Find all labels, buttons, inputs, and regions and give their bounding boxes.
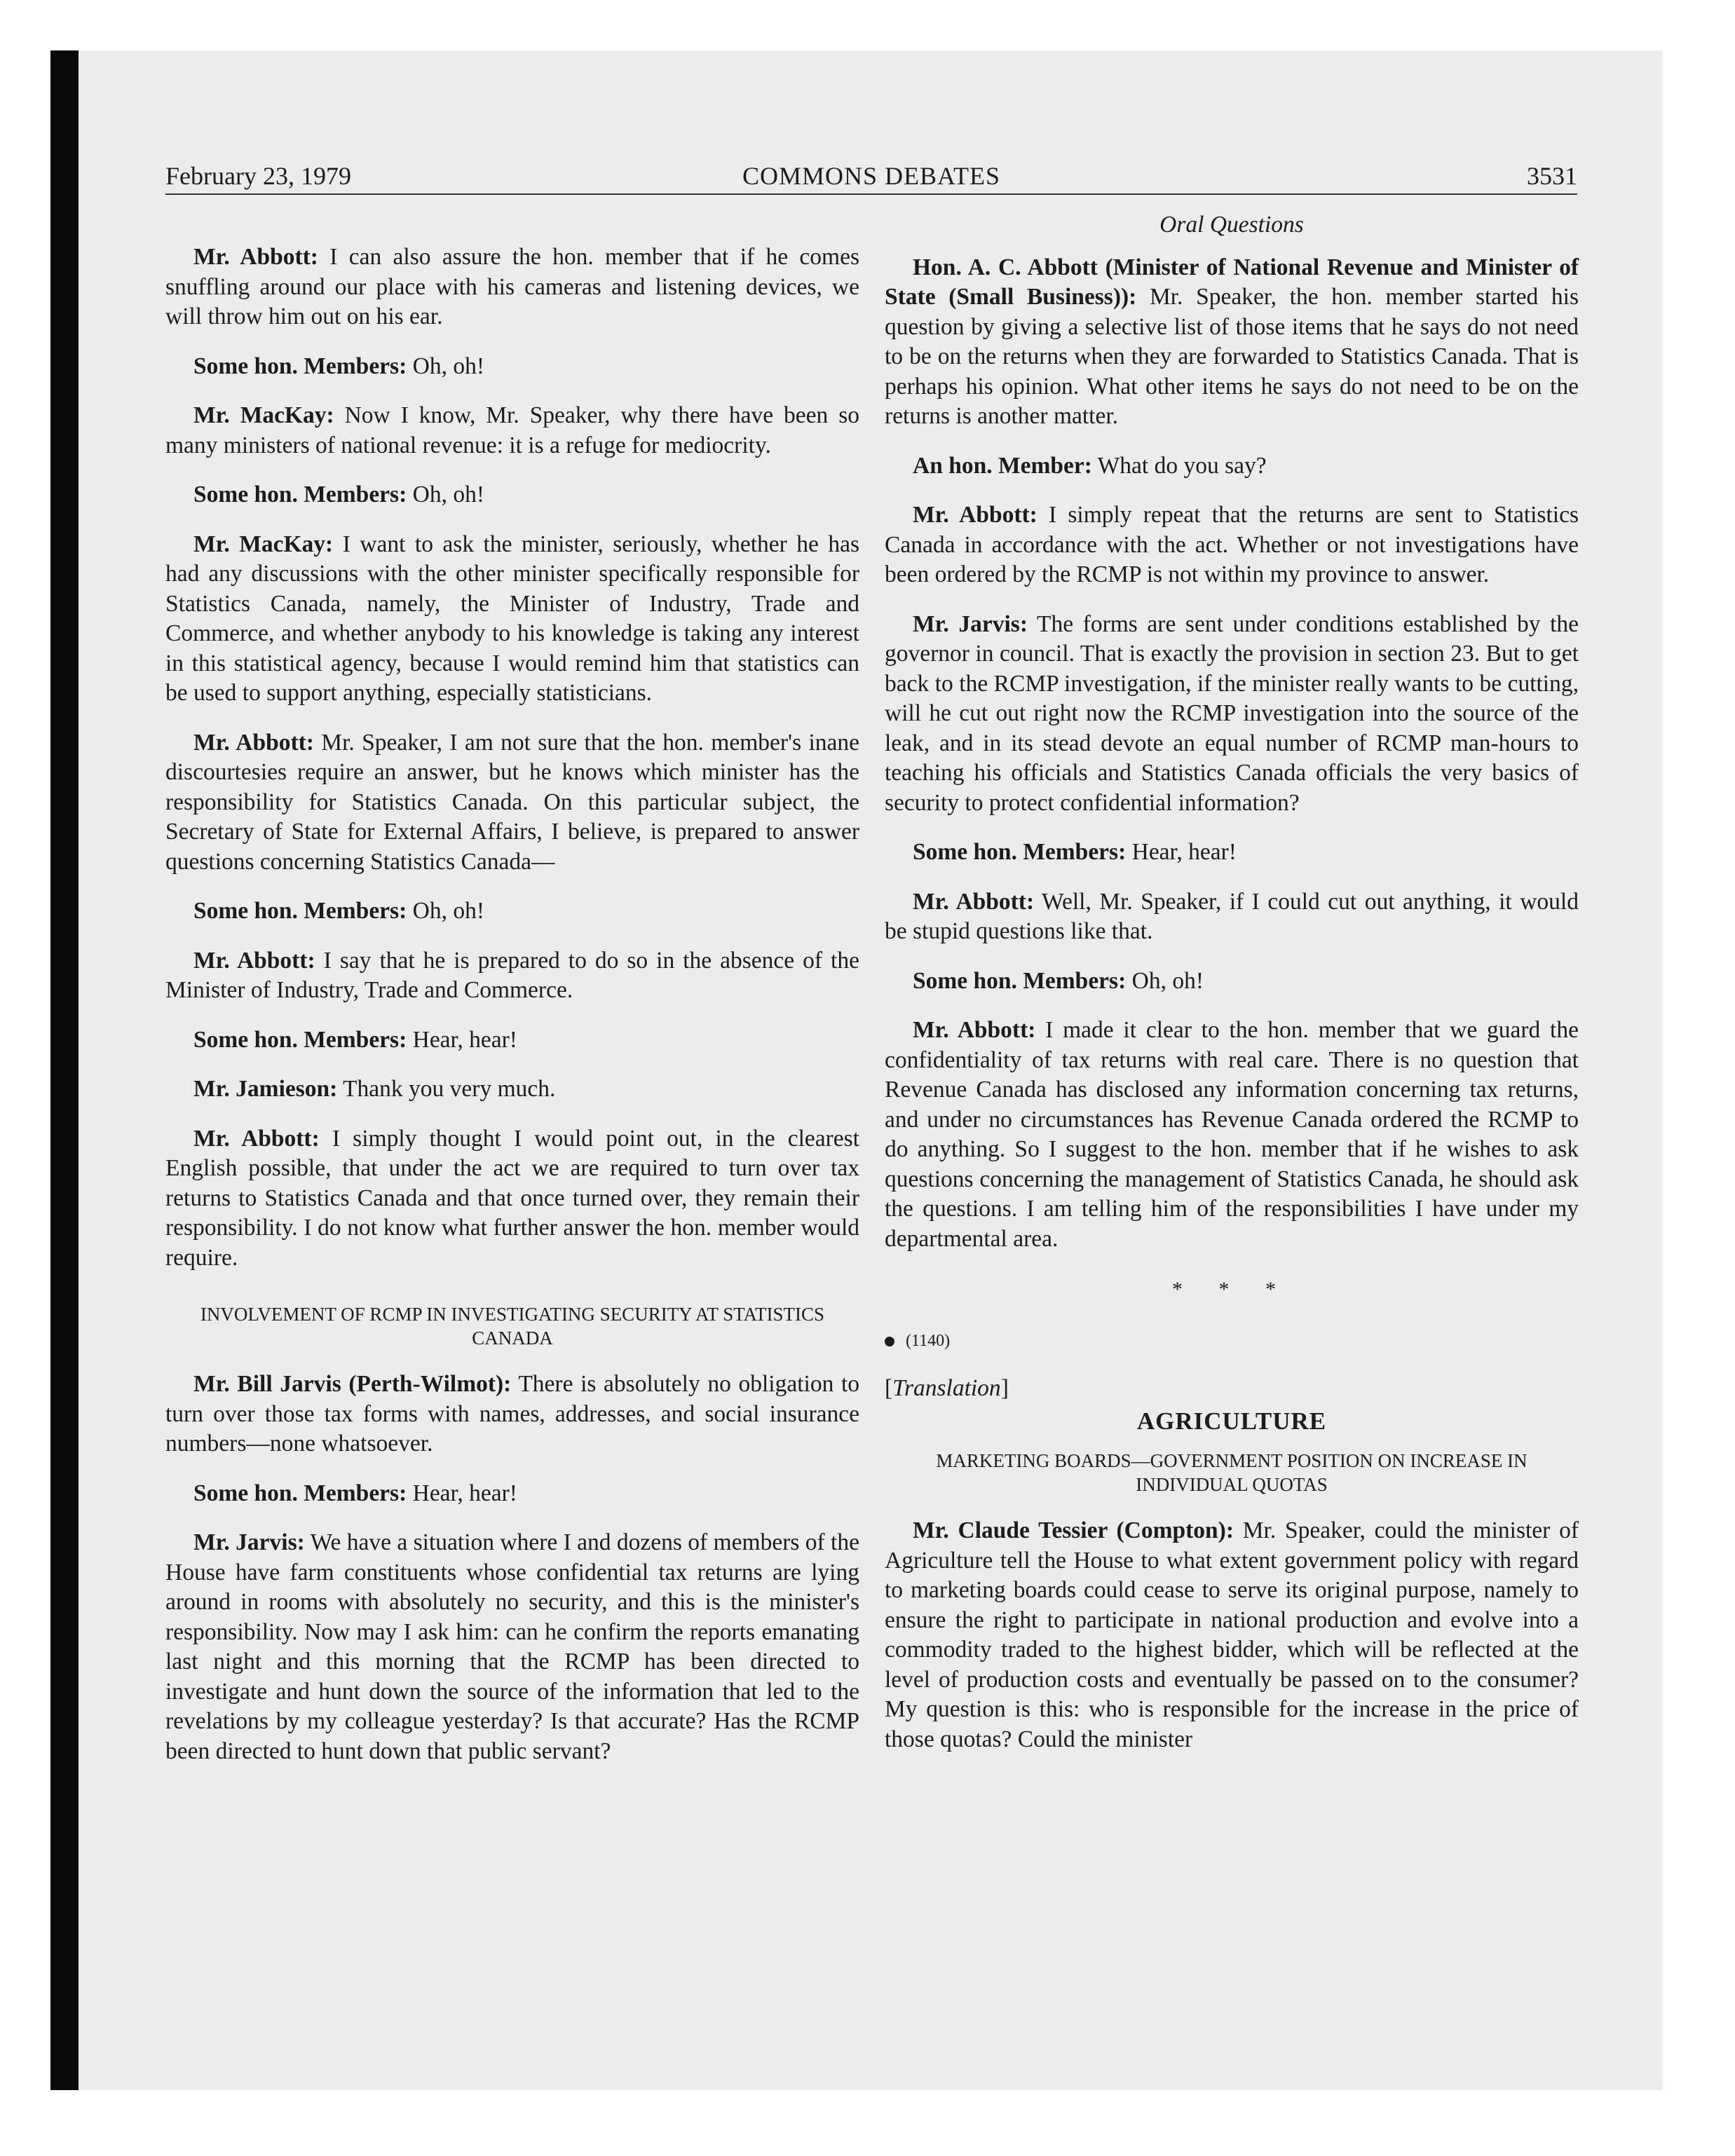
speech-text: I simply thought I would point out, in the clearest English possible, that under the act we are required to turn over tax returns to Statistics Canada and that once turned over, they remain their responsibility. I do not know what further answer the hon. member would require.: [165, 1125, 859, 1271]
speaker-name: Mr. Abbott:: [193, 244, 318, 270]
speech-text: Hear, hear!: [1126, 839, 1237, 865]
speaker-name: Mr. Jarvis:: [193, 1529, 305, 1555]
speaker-name: Some hon. Members:: [193, 353, 407, 379]
speaker-name: Some hon. Members:: [193, 482, 407, 507]
speech-text: I want to ask the minister, seriously, whether he has had any discussions with the other minister specifically responsible for Statistics Canada, namely, the Minister of Industry, Trade and Commerce, and whether anybody to his knowledge is taking any interest in this statistical agency, because I would remind him that statistics can be used to support anything, especially statisticians.: [165, 531, 859, 706]
speech-text: I simply repeat that the returns are sent to Statistics Canada in accordance with the act. Whether or not investigations have been ordered by the RCMP is not within my province to answer.: [885, 502, 1579, 587]
paragraph: [165, 243, 859, 332]
section-subheading: MARKETING BOARDS—GOVERNMENT POSITION ON INCREASE IN INDIVIDUAL QUOTAS: [936, 1450, 1528, 1495]
paragraph: [885, 887, 1579, 947]
speech-text: Mr. Speaker, the hon. member started his question by giving a selective list of those items that he says do not need to be on the returns when they are forwarded to Statistics Canada. That is perhaps his opinion. What other items he says do not need to be on the returns is another matter.: [885, 284, 1579, 429]
speech-text: Thank you very much.: [337, 1076, 556, 1102]
speaker-name: Mr. Bill Jarvis (Perth-Wilmot):: [193, 1371, 512, 1397]
paragraph: [885, 1516, 1579, 1754]
paragraph: [165, 1124, 859, 1274]
speaker-name: Some hon. Members:: [193, 1026, 407, 1053]
speech-text: Oh, oh!: [1126, 967, 1204, 994]
speech-text: Oh, oh!: [407, 898, 484, 924]
section-separator: * * *: [1172, 1278, 1291, 1301]
speaker-name: An hon. Member:: [913, 452, 1092, 479]
speech-text: Mr. Speaker, I am not sure that the hon. member's inane discourtesies require an answer, but he knows which minister has the responsibility for Statistics Canada. On this particular subject, the Secretary of State for External Affairs, I believe, is prepared to answer questions concerning Statistics Canada—: [165, 729, 859, 875]
speech-text: I can also assure the hon. member that if he comes snuffling around our place with his cameras and listening devices, we will throw him out on his ear.: [165, 244, 859, 329]
speech-text: Hear, hear!: [407, 1026, 517, 1053]
section-label: Oral Questions: [1159, 212, 1304, 238]
section-heading: AGRICULTURE: [1136, 1407, 1327, 1435]
paragraph: [165, 1370, 859, 1459]
translation-label: Translation: [892, 1375, 1001, 1401]
speaker-name: Mr. Claude Tessier (Compton):: [913, 1517, 1234, 1543]
speaker-name: Mr. MacKay:: [193, 402, 334, 428]
paragraph: [165, 728, 859, 878]
section-subheading: INVOLVEMENT OF RCMP IN INVESTIGATING SECURITY AT STATISTICS CANADA: [200, 1304, 825, 1349]
speech-text: The forms are sent under conditions established by the governor in council. That is exactly the provision in section 23. But to get back to the RCMP investigation, if the minister really wants to be cutting, will he cut out right now the RCMP investigation into the source of the leak, and in its stead devote an equal number of RCMP man-hours to teaching his officials and Statistics Canada officials the very basics of security to protect confidential information?: [885, 610, 1579, 816]
speaker-name: Mr. Jamieson:: [193, 1076, 338, 1102]
paragraph: [885, 500, 1579, 590]
paragraph: [165, 1528, 859, 1766]
speaker-name: Some hon. Members:: [913, 967, 1127, 994]
paragraph: [885, 967, 1579, 997]
running-head: [165, 158, 1577, 195]
paragraph: [885, 838, 1579, 868]
page-number: 3531: [1527, 162, 1577, 190]
paragraph: [165, 352, 859, 382]
speaker-name: Some hon. Members:: [193, 898, 407, 924]
header-date: February 23, 1979: [165, 162, 351, 190]
speech-text: Oh, oh!: [407, 353, 484, 379]
bullet-icon: [885, 1337, 894, 1346]
speech-text: Oh, oh!: [407, 482, 484, 507]
paragraph: [165, 1074, 859, 1105]
right-column: [885, 210, 1579, 1774]
speaker-name: Mr. Abbott:: [193, 947, 315, 974]
paragraph: [885, 253, 1579, 432]
speaker-name: Mr. Jarvis:: [913, 610, 1028, 637]
header-title: COMMONS DEBATES: [742, 162, 1001, 190]
bracket-open: [: [885, 1375, 893, 1401]
paragraph: [885, 610, 1579, 819]
speaker-name: Mr. Abbott:: [913, 888, 1035, 915]
binding-edge: [50, 50, 79, 2090]
bracket-close: ]: [1000, 1375, 1009, 1401]
paragraph: [165, 1025, 859, 1056]
speaker-name: Mr. Abbott:: [193, 1125, 320, 1152]
speech-text: Mr. Speaker, could the minister of Agriculture tell the House to what extent government policy with regard to marketing boards could cease to serve its original purpose, namely to ensure the right to participate in national production and evolve into a commodity traded to the highest bidder, which will be reflected at the level of production costs and eventually be passed on to the consumer? My question is this: who is responsible for the increase in the price of those quotas? Could the minister: [885, 1517, 1579, 1752]
speaker-name: Hon. A. C. Abbott (Minister of National Revenue and Minister of State (Small Business)):: [885, 254, 1579, 310]
timestamp: [885, 1326, 1579, 1356]
speaker-name: Some hon. Members:: [913, 839, 1127, 865]
paragraph: [165, 401, 859, 460]
speech-text: I made it clear to the hon. member that we guard the confidentiality of tax returns with real care. There is no question that Revenue Canada has disclosed any information concerning tax returns, and under no circumstances has Revenue Canada ordered the RCMP to do anything. So I suggest to the hon. member that if he wishes to ask questions concerning the management of Statistics Canada, he should ask the questions. I am telling him of the responsibilities I have under my departmental area.: [885, 1017, 1579, 1252]
speech-text: Hear, hear!: [407, 1480, 517, 1506]
left-column: [165, 243, 859, 1786]
paragraph: [885, 1016, 1579, 1254]
speech-text: What do you say?: [1091, 452, 1267, 479]
paragraph: [165, 480, 859, 510]
timestamp-text: (1140): [906, 1331, 951, 1350]
speaker-name: Mr. Abbott:: [913, 502, 1037, 528]
paragraph: [165, 1479, 859, 1509]
paragraph: [165, 896, 859, 927]
speech-text: I say that he is prepared to do so in the absence of the Minister of Industry, Trade and Commerce.: [165, 947, 859, 1003]
speaker-name: Mr. Abbott:: [193, 729, 314, 756]
translation-note: [885, 1374, 1579, 1404]
speaker-name: Mr. MacKay:: [193, 531, 334, 557]
speech-text: Now I know, Mr. Speaker, why there have been so many ministers of national revenue: it is a refuge for mediocrity.: [165, 402, 859, 458]
speaker-name: Mr. Abbott:: [913, 1017, 1036, 1043]
speaker-name: Some hon. Members:: [193, 1480, 407, 1506]
speech-text: There is absolutely no obligation to turn over those tax forms with names, addresses, and social insurance numbers—none whatsoever.: [165, 1371, 860, 1456]
speech-text: We have a situation where I and dozens of members of the House have farm constituents whose confidential tax returns are lying around in rooms with absolutely no security, and this is the minister's responsibility. Now may I ask him: can he confirm the reports emanating last night and this morning that the RCMP has been directed to investigate and hunt down the source of the information that led to the revelations by my colleague yesterday? Is that accurate? Has the RCMP been directed to hunt down that public servant?: [165, 1529, 859, 1764]
speech-text: Well, Mr. Speaker, if I could cut out anything, it would be stupid questions like that.: [885, 888, 1579, 944]
paragraph: [885, 451, 1579, 482]
paragraph: [165, 946, 859, 1006]
paragraph: [165, 530, 859, 709]
